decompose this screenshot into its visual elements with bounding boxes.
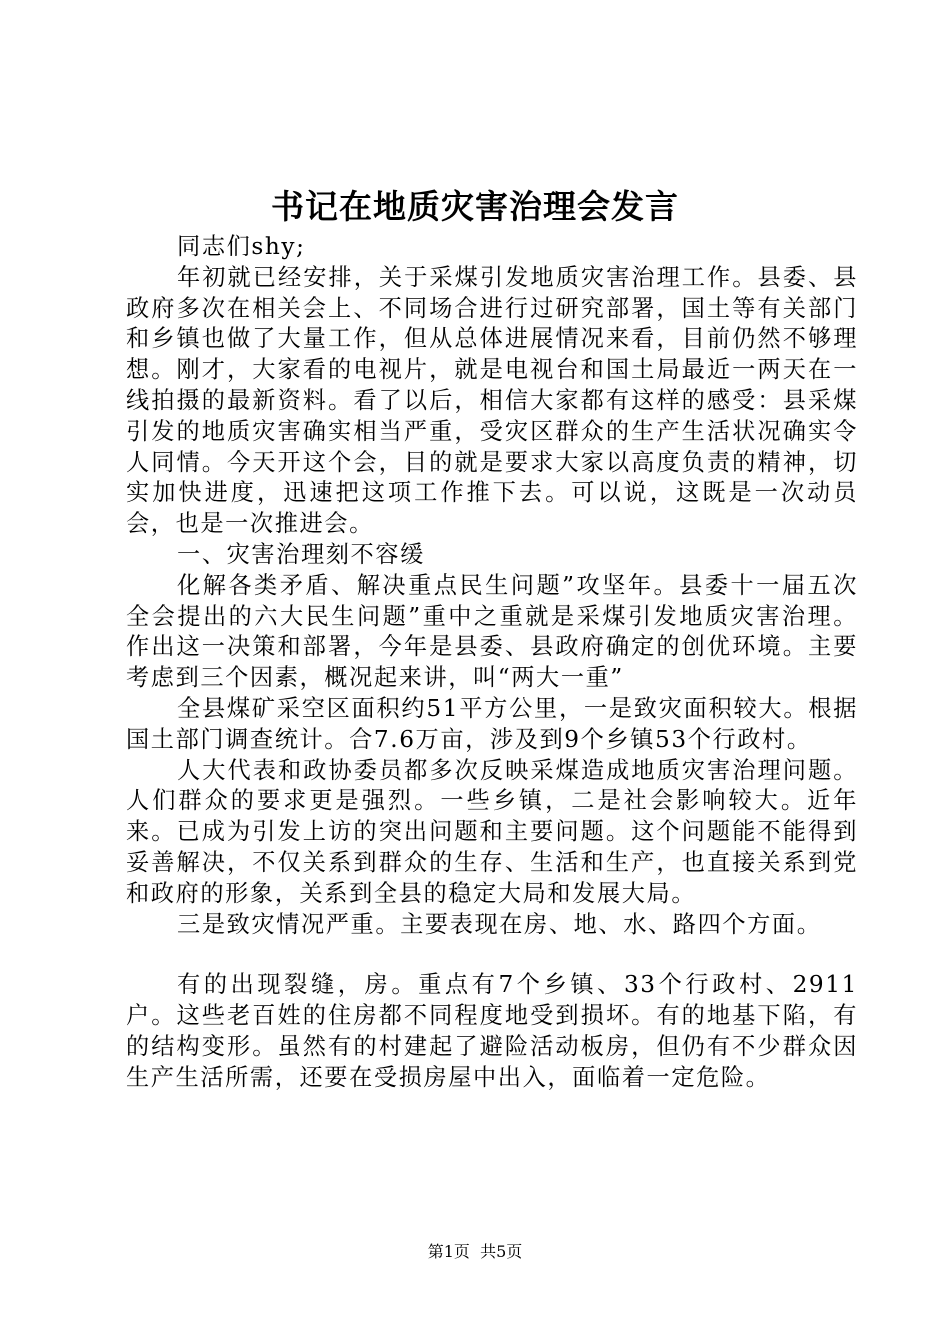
document-title: 书记在地质灾害治理会发言: [271, 187, 679, 226]
body-paragraph: 年初就已经安排，关于采煤引发地质灾害治理工作。县委、县政府多次在相关会上、不同场合进行过研究部署，国土等有关部门和乡镇也做了大量工作，但从总体进展情况来看，目前仍然不够理想。刚才，大家看的电视片，就是电视台和国土局最近一两天在一线拍摄的最新资料。看了以后，相信大家都有这样的感受：县采煤引发的地质灾害确实相当严重，受灾区群众的生产生活状况确实令人同情。今天开这个会，目的就是要求大家以高度负责的精神，切实加快进度，迅速把这项工作推下去。可以说，这既是一次动员会，也是一次推进会。: [126, 263, 858, 538]
body-paragraph: 有的出现裂缝，房。重点有7个乡镇、33个行政村、2911户。这些老百姓的住房都不同程度地受到损坏。有的地基下陷，有的结构变形。虽然有的村建起了避险活动板房，但仍有不少群众因生产生活所需，还要在受损房屋中出入，面临着一定危险。: [126, 971, 858, 1091]
page-footer: [0, 1242, 950, 1262]
body-paragraph: 化解各类矛盾、解决重点民生问题”攻坚年。县委十一届五次全会提出的六大民生问题”重中之重就是采煤引发地质灾害治理。作出这一决策和部署，今年是县委、县政府确定的创优环境。主要考虑到三个因素，概况起来讲，叫“两大一重”: [126, 571, 858, 692]
document-body: [126, 232, 858, 1094]
body-paragraph: 全县煤矿采空区面积约51平方公里，一是致灾面积较大。根据国土部门调查统计。合7.6万亩，涉及到9个乡镇53个行政村。: [126, 694, 858, 753]
body-paragraph: 三是致灾情况严重。主要表现在房、地、水、路四个方面。: [177, 910, 822, 938]
page-number: 第1页: [427, 1242, 470, 1261]
salutation-paragraph: 同志们shy;: [177, 233, 306, 260]
page-total: 共5页: [480, 1242, 523, 1261]
body-paragraph: 人大代表和政协委员都多次反映采煤造成地质灾害治理问题。人们群众的要求更是强烈。一些乡镇，二是社会影响较大。近年来。已成为引发上访的突出问题和主要问题。这个问题能不能得到妥善解决，不仅关系到群众的生存、生活和生产，也直接关系到党和政府的形象，关系到全县的稳定大局和发展大局。: [126, 756, 858, 907]
section-heading: 一、灾害治理刻不容缓: [177, 540, 425, 568]
